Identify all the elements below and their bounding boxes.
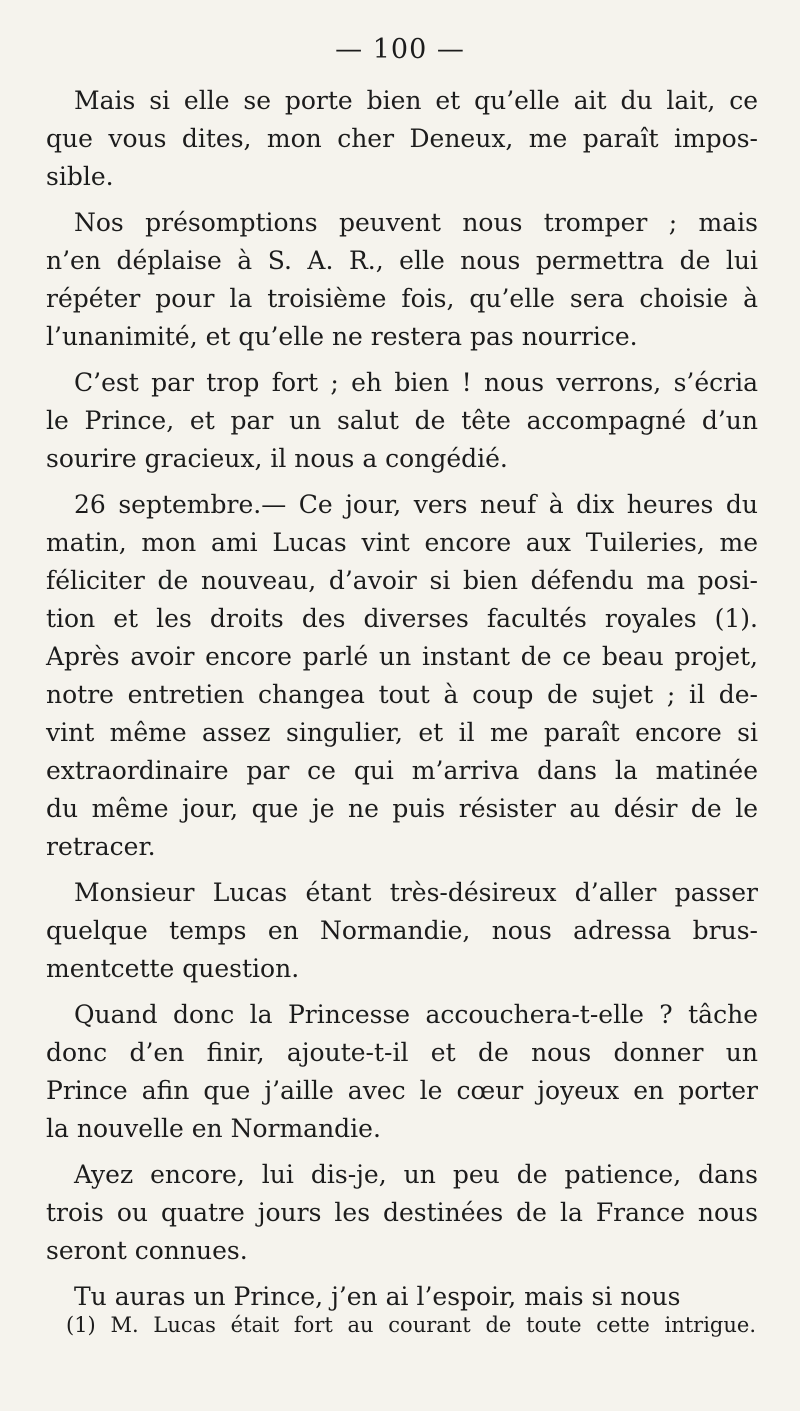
text-line: Après avoir encore parlé un instant de ce beau projet, <box>46 642 758 671</box>
text-line: Tu auras un Prince, j’en ai l’espoir, mais si nous <box>74 1282 681 1311</box>
text-line: notre entretien changea tout à coup de sujet ; il de- <box>46 680 758 709</box>
text-line: trois ou quatre jours les destinées de la France nous <box>46 1198 758 1227</box>
text-line: seront connues. <box>46 1236 248 1265</box>
text-line: répéter pour la troisième fois, qu’elle sera choisie à <box>46 284 758 313</box>
page-number: — 100 — <box>335 34 465 65</box>
text-line: Prince afin que j’aille avec le cœur joyeux en porter <box>46 1076 758 1105</box>
text-line: féliciter de nouveau, d’avoir si bien défendu ma posi- <box>46 566 758 595</box>
text-line: la nouvelle en Normandie. <box>46 1114 381 1143</box>
text-line: donc d’en finir, ajoute-t-il et de nous donner un <box>46 1038 758 1067</box>
text-line: sourire gracieux, il nous a congédié. <box>46 444 508 473</box>
paragraph <box>46 996 758 1148</box>
text-line: mentcette question. <box>46 954 300 983</box>
paragraph <box>46 1156 758 1270</box>
paragraph <box>46 486 758 866</box>
text-line: vint même assez singulier, et il me paraît encore si <box>46 718 758 747</box>
text-line: Quand donc la Princesse accouchera-t-elle ? tâche <box>74 1000 758 1029</box>
paragraph <box>46 82 758 196</box>
text-line: sible. <box>46 162 114 191</box>
paragraph <box>46 364 758 478</box>
text-line: que vous dites, mon cher Deneux, me paraît impos- <box>46 124 758 153</box>
paragraph <box>46 204 758 356</box>
body-text <box>46 82 758 1324</box>
text-line: du même jour, que je ne puis résister au désir de le <box>46 794 758 823</box>
text-line: C’est par trop fort ; eh bien ! nous verrons, s’écria <box>74 368 758 397</box>
text-line: retracer. <box>46 832 156 861</box>
text-line: tion et les droits des diverses facultés royales (1). <box>46 604 758 633</box>
text-line: n’en déplaise à S. A. R., elle nous permettra de lui <box>46 246 758 275</box>
text-line: Monsieur Lucas étant très-désireux d’aller passer <box>74 878 758 907</box>
text-line: extraordinaire par ce qui m’arriva dans la matinée <box>46 756 758 785</box>
text-line: Ayez encore, lui dis-je, un peu de patience, dans <box>74 1160 758 1189</box>
text-line: Mais si elle se porte bien et qu’elle ait du lait, ce <box>74 86 758 115</box>
footnote: (1) M. Lucas était fort au courant de toute cette intrigue. <box>66 1313 756 1337</box>
text-line: 26 septembre.— Ce jour, vers neuf à dix heures du <box>74 490 758 519</box>
text-line: Nos présomptions peuvent nous tromper ; mais <box>74 208 758 237</box>
paragraph <box>46 874 758 988</box>
text-line: quelque temps en Normandie, nous adressa brus- <box>46 916 758 945</box>
text-line: l’unanimité, et qu’elle ne restera pas nourrice. <box>46 322 638 351</box>
text-line: le Prince, et par un salut de tête accompagné d’un <box>46 406 758 435</box>
text-line: matin, mon ami Lucas vint encore aux Tuileries, me <box>46 528 758 557</box>
